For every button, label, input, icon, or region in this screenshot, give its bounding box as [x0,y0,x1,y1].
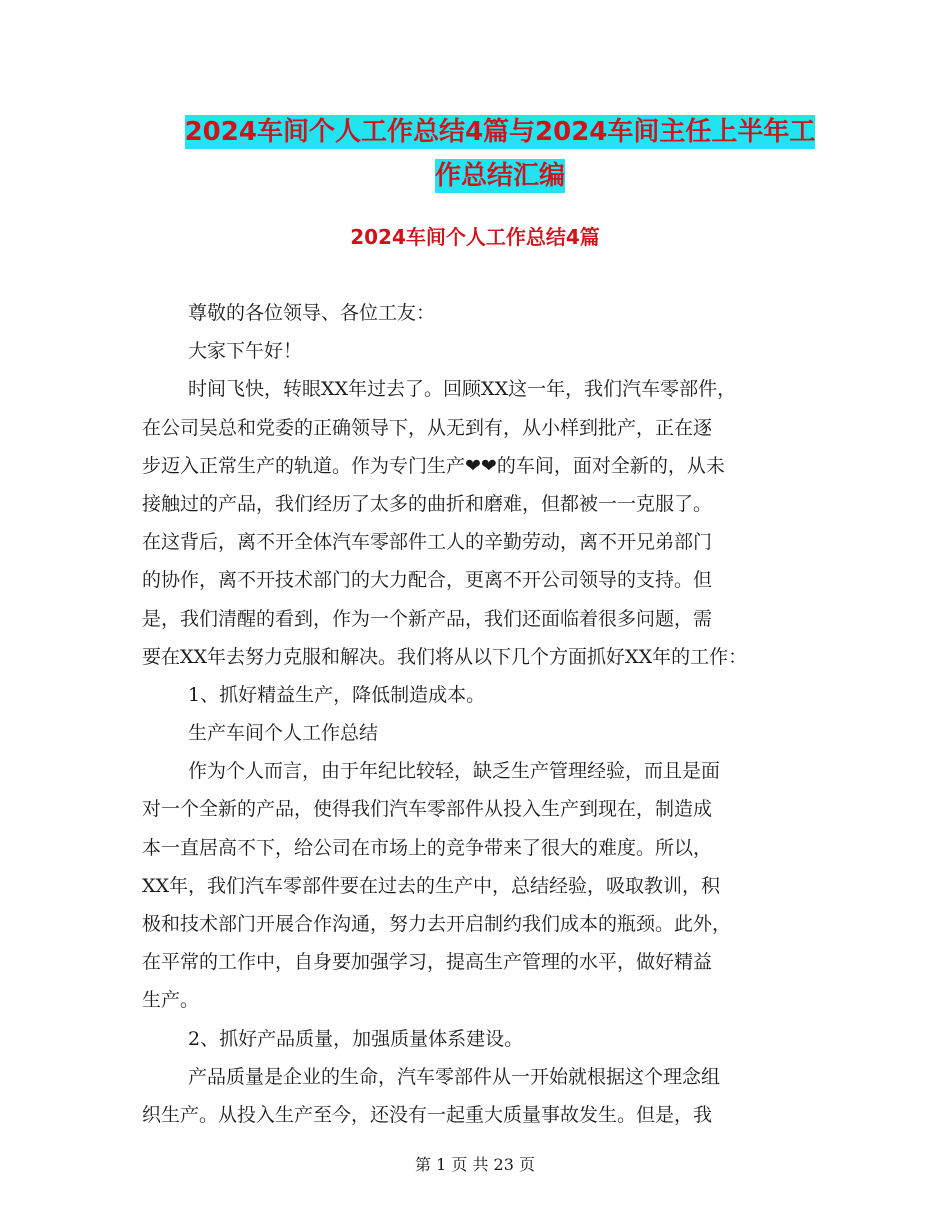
text-line: 极和技术部门开展合作沟通，努力去开启制约我们成本的瓶颈。此外， [142,913,732,935]
text-line: 时间飞快，转眼XX年过去了。回顾XX这一年，我们汽车零部件， [188,378,737,401]
text-line: 2、抓好产品质量，加强质量体系建设。 [188,1027,524,1050]
text-line: XX年，我们汽车零部件要在过去的生产中，总结经验，吸取教训，积 [142,874,721,897]
page-footer: 第 1 页 共 23 页 [415,1155,535,1174]
section-heading: 2024车间个人工作总结4篇 [350,225,600,249]
text-line: 在这背后，离不开全体汽车零部件工人的辛勤劳动，离不开兄弟部门 [142,531,713,554]
text-line: 产品质量是企业的生命，汽车零部件从一开始就根据这个理念组 [188,1065,721,1088]
text-line: 接触过的产品，我们经历了太多的曲折和磨难，但都被一一克服了。 [142,492,713,515]
text-line: 生产车间个人工作总结 [188,722,379,745]
text-line: 尊敬的各位领导、各位工友： [188,302,436,324]
document-title [160,110,840,198]
text-line: 织生产。从投入生产至今，还没有一起重大质量事故发生。但是，我 [142,1103,713,1126]
text-line: 要在XX年去努力克服和解决。我们将从以下几个方面抓好XX年的工作： [142,645,748,668]
text-line: 大家下午好！ [188,340,303,363]
text-line: 在公司吴总和党委的正确领导下，从无到有，从小样到批产，正在逐 [142,416,713,439]
text-line: 步迈入正常生产的轨道。作为专门生产❤❤的车间，面对全新的，从未 [142,454,725,477]
text-line: 的协作，离不开技术部门的大力配合，更离不开公司领导的支持。但 [142,569,713,592]
text-line: 生产。 [142,989,200,1012]
text-line: 1、抓好精益生产，降低制造成本。 [188,683,486,706]
text-line: 作为个人而言，由于年纪比较轻，缺乏生产管理经验，而且是面 [188,760,721,783]
title-line-1: 2024车间个人工作总结4篇与2024车间主任上半年工 [184,117,816,147]
text-line: 是，我们清醒的看到，作为一个新产品，我们还面临着很多问题，需 [142,607,713,630]
text-line: 本一直居高不下，给公司在市场上的竞争带来了很大的难度。所以， [142,836,713,859]
body-text [142,294,842,1134]
title-line-2: 作总结汇编 [434,161,565,191]
text-line: 在平常的工作中，自身要加强学习，提高生产管理的水平，做好精益 [142,951,713,974]
text-line: 对一个全新的产品，使得我们汽车零部件从投入生产到现在，制造成 [142,798,713,821]
